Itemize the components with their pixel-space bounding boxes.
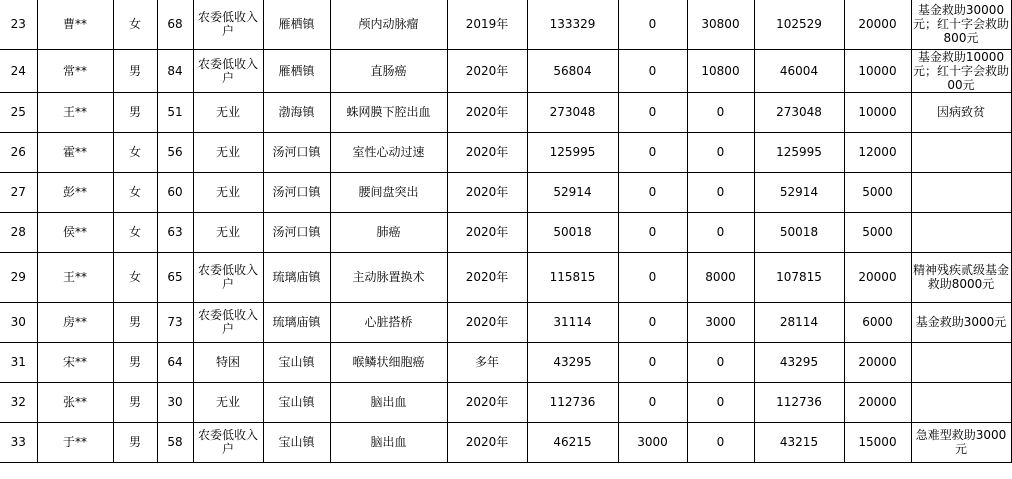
age-cell: 51 <box>157 92 193 132</box>
occupation-cell: 无业 <box>193 132 263 172</box>
year-cell: 2020年 <box>447 49 527 92</box>
occupation-cell: 无业 <box>193 172 263 212</box>
table-row <box>0 92 1011 132</box>
reimbursed-amount-cell: 0 <box>618 49 687 92</box>
diagnosis-cell: 脑出血 <box>330 422 447 462</box>
aid-amount-cell: 5000 <box>844 212 911 252</box>
row-number-cell: 28 <box>0 212 37 252</box>
diagnosis-cell: 心脏搭桥 <box>330 302 447 342</box>
other-aid-amount-cell: 3000 <box>687 302 754 342</box>
town-cell: 渤海镇 <box>263 92 330 132</box>
other-aid-amount-cell: 0 <box>687 132 754 172</box>
year-cell: 2019年 <box>447 0 527 49</box>
total-cost-cell: 133329 <box>527 0 618 49</box>
out-of-pocket-amount-cell: 125995 <box>754 132 844 172</box>
gender-cell: 男 <box>113 382 157 422</box>
town-cell: 宝山镇 <box>263 342 330 382</box>
aid-amount-cell: 20000 <box>844 342 911 382</box>
total-cost-cell: 115815 <box>527 252 618 302</box>
town-cell: 琉璃庙镇 <box>263 302 330 342</box>
occupation-cell: 特困 <box>193 342 263 382</box>
gender-cell: 男 <box>113 342 157 382</box>
year-cell: 2020年 <box>447 422 527 462</box>
other-aid-amount-cell: 8000 <box>687 252 754 302</box>
row-number-cell: 23 <box>0 0 37 49</box>
reimbursed-amount-cell: 3000 <box>618 422 687 462</box>
aid-amount-cell: 20000 <box>844 382 911 422</box>
diagnosis-cell: 直肠癌 <box>330 49 447 92</box>
aid-amount-cell: 6000 <box>844 302 911 342</box>
row-number-cell: 32 <box>0 382 37 422</box>
gender-cell: 男 <box>113 302 157 342</box>
year-cell: 多年 <box>447 342 527 382</box>
reimbursed-amount-cell: 0 <box>618 382 687 422</box>
town-cell: 汤河口镇 <box>263 172 330 212</box>
row-number-cell: 31 <box>0 342 37 382</box>
other-aid-amount-cell: 0 <box>687 92 754 132</box>
remarks-cell <box>911 132 1011 172</box>
row-number-cell: 29 <box>0 252 37 302</box>
gender-cell: 女 <box>113 0 157 49</box>
row-number-cell: 25 <box>0 92 37 132</box>
patient-name-cell: 常** <box>37 49 113 92</box>
diagnosis-cell: 腰间盘突出 <box>330 172 447 212</box>
out-of-pocket-amount-cell: 112736 <box>754 382 844 422</box>
patient-name-cell: 宋** <box>37 342 113 382</box>
table-row <box>0 0 1011 49</box>
total-cost-cell: 50018 <box>527 212 618 252</box>
diagnosis-cell: 蛛网膜下腔出血 <box>330 92 447 132</box>
remarks-cell: 急难型救助3000元 <box>911 422 1011 462</box>
out-of-pocket-amount-cell: 43215 <box>754 422 844 462</box>
patient-name-cell: 彭** <box>37 172 113 212</box>
age-cell: 84 <box>157 49 193 92</box>
age-cell: 56 <box>157 132 193 172</box>
total-cost-cell: 31114 <box>527 302 618 342</box>
table-row <box>0 342 1011 382</box>
total-cost-cell: 46215 <box>527 422 618 462</box>
age-cell: 60 <box>157 172 193 212</box>
town-cell: 宝山镇 <box>263 382 330 422</box>
reimbursed-amount-cell: 0 <box>618 342 687 382</box>
gender-cell: 女 <box>113 252 157 302</box>
diagnosis-cell: 脑出血 <box>330 382 447 422</box>
town-cell: 雁栖镇 <box>263 0 330 49</box>
gender-cell: 男 <box>113 422 157 462</box>
other-aid-amount-cell: 0 <box>687 422 754 462</box>
table-row <box>0 49 1011 92</box>
year-cell: 2020年 <box>447 132 527 172</box>
reimbursed-amount-cell: 0 <box>618 252 687 302</box>
patient-name-cell: 王** <box>37 92 113 132</box>
out-of-pocket-amount-cell: 28114 <box>754 302 844 342</box>
remarks-cell: 基金救助3000元 <box>911 302 1011 342</box>
remarks-cell: 基金救助10000元；红十字会救助00元 <box>912 49 1009 92</box>
town-cell: 宝山镇 <box>263 422 330 462</box>
gender-cell: 男 <box>113 49 157 92</box>
table-row <box>0 252 1011 302</box>
diagnosis-cell: 主动脉置换术 <box>330 252 447 302</box>
remarks-cell <box>911 172 1011 212</box>
reimbursed-amount-cell: 0 <box>618 0 687 49</box>
occupation-cell: 无业 <box>193 92 263 132</box>
other-aid-amount-cell: 10800 <box>687 49 754 92</box>
remarks-cell <box>911 342 1011 382</box>
table-row <box>0 382 1011 422</box>
other-aid-amount-cell: 30800 <box>687 0 754 49</box>
year-cell: 2020年 <box>447 382 527 422</box>
reimbursed-amount-cell: 0 <box>618 172 687 212</box>
age-cell: 64 <box>157 342 193 382</box>
aid-amount-cell: 10000 <box>844 49 911 92</box>
out-of-pocket-amount-cell: 52914 <box>754 172 844 212</box>
reimbursed-amount-cell: 0 <box>618 132 687 172</box>
remarks-cell <box>911 212 1011 252</box>
age-cell: 63 <box>157 212 193 252</box>
other-aid-amount-cell: 0 <box>687 212 754 252</box>
table-row <box>0 172 1011 212</box>
age-cell: 65 <box>157 252 193 302</box>
total-cost-cell: 125995 <box>527 132 618 172</box>
aid-amount-cell: 20000 <box>844 252 911 302</box>
other-aid-amount-cell: 0 <box>687 172 754 212</box>
aid-amount-cell: 20000 <box>844 0 911 49</box>
gender-cell: 女 <box>113 172 157 212</box>
year-cell: 2020年 <box>447 92 527 132</box>
age-cell: 30 <box>157 382 193 422</box>
other-aid-amount-cell: 0 <box>687 342 754 382</box>
aid-amount-cell: 12000 <box>844 132 911 172</box>
diagnosis-cell: 肺癌 <box>330 212 447 252</box>
table-row <box>0 212 1011 252</box>
remarks-cell: 因病致贫 <box>911 92 1011 132</box>
gender-cell: 男 <box>113 92 157 132</box>
out-of-pocket-amount-cell: 273048 <box>754 92 844 132</box>
year-cell: 2020年 <box>447 212 527 252</box>
reimbursed-amount-cell: 0 <box>618 92 687 132</box>
total-cost-cell: 43295 <box>527 342 618 382</box>
town-cell: 汤河口镇 <box>263 212 330 252</box>
town-cell: 琉璃庙镇 <box>263 252 330 302</box>
diagnosis-cell: 颅内动脉瘤 <box>330 0 447 49</box>
patient-name-cell: 张** <box>37 382 113 422</box>
patient-name-cell: 房** <box>37 302 113 342</box>
other-aid-amount-cell: 0 <box>687 382 754 422</box>
row-number-cell: 27 <box>0 172 37 212</box>
occupation-cell: 无业 <box>193 382 263 422</box>
out-of-pocket-amount-cell: 50018 <box>754 212 844 252</box>
row-number-cell: 33 <box>0 422 37 462</box>
occupation-cell: 农委低收入户 <box>193 0 263 49</box>
row-number-cell: 30 <box>0 302 37 342</box>
total-cost-cell: 273048 <box>527 92 618 132</box>
out-of-pocket-amount-cell: 46004 <box>754 49 844 92</box>
aid-amount-cell: 5000 <box>844 172 911 212</box>
patient-name-cell: 曹** <box>37 0 113 49</box>
remarks-cell: 基金救助30000元；红十字会救助800元 <box>911 0 1011 49</box>
age-cell: 73 <box>157 302 193 342</box>
year-cell: 2020年 <box>447 252 527 302</box>
row-number-cell: 24 <box>0 49 37 92</box>
patient-name-cell: 王** <box>37 252 113 302</box>
out-of-pocket-amount-cell: 107815 <box>754 252 844 302</box>
occupation-cell: 无业 <box>193 212 263 252</box>
total-cost-cell: 112736 <box>527 382 618 422</box>
patient-name-cell: 侯** <box>37 212 113 252</box>
total-cost-cell: 52914 <box>527 172 618 212</box>
total-cost-cell: 56804 <box>527 49 618 92</box>
row-number-cell: 26 <box>0 132 37 172</box>
table-row <box>0 302 1011 342</box>
diagnosis-cell: 室性心动过速 <box>330 132 447 172</box>
age-cell: 68 <box>157 0 193 49</box>
occupation-cell: 农委低收入户 <box>193 422 263 462</box>
out-of-pocket-amount-cell: 43295 <box>754 342 844 382</box>
town-cell: 雁栖镇 <box>263 49 330 92</box>
year-cell: 2020年 <box>447 302 527 342</box>
remarks-cell <box>911 382 1011 422</box>
aid-amount-cell: 15000 <box>844 422 911 462</box>
gender-cell: 女 <box>113 212 157 252</box>
age-cell: 58 <box>157 422 193 462</box>
occupation-cell: 农委低收入户 <box>193 49 263 92</box>
table-row <box>0 132 1011 172</box>
occupation-cell: 农委低收入户 <box>193 302 263 342</box>
year-cell: 2020年 <box>447 172 527 212</box>
out-of-pocket-amount-cell: 102529 <box>754 0 844 49</box>
diagnosis-cell: 喉鳞状细胞癌 <box>330 342 447 382</box>
table-row <box>0 422 1011 462</box>
reimbursed-amount-cell: 0 <box>618 212 687 252</box>
occupation-cell: 农委低收入户 <box>193 252 263 302</box>
patient-name-cell: 于** <box>37 422 113 462</box>
town-cell: 汤河口镇 <box>263 132 330 172</box>
reimbursed-amount-cell: 0 <box>618 302 687 342</box>
gender-cell: 女 <box>113 132 157 172</box>
remarks-cell: 精神残疾贰级基金救助8000元 <box>911 252 1011 302</box>
patient-name-cell: 霍** <box>37 132 113 172</box>
aid-amount-cell: 10000 <box>844 92 911 132</box>
